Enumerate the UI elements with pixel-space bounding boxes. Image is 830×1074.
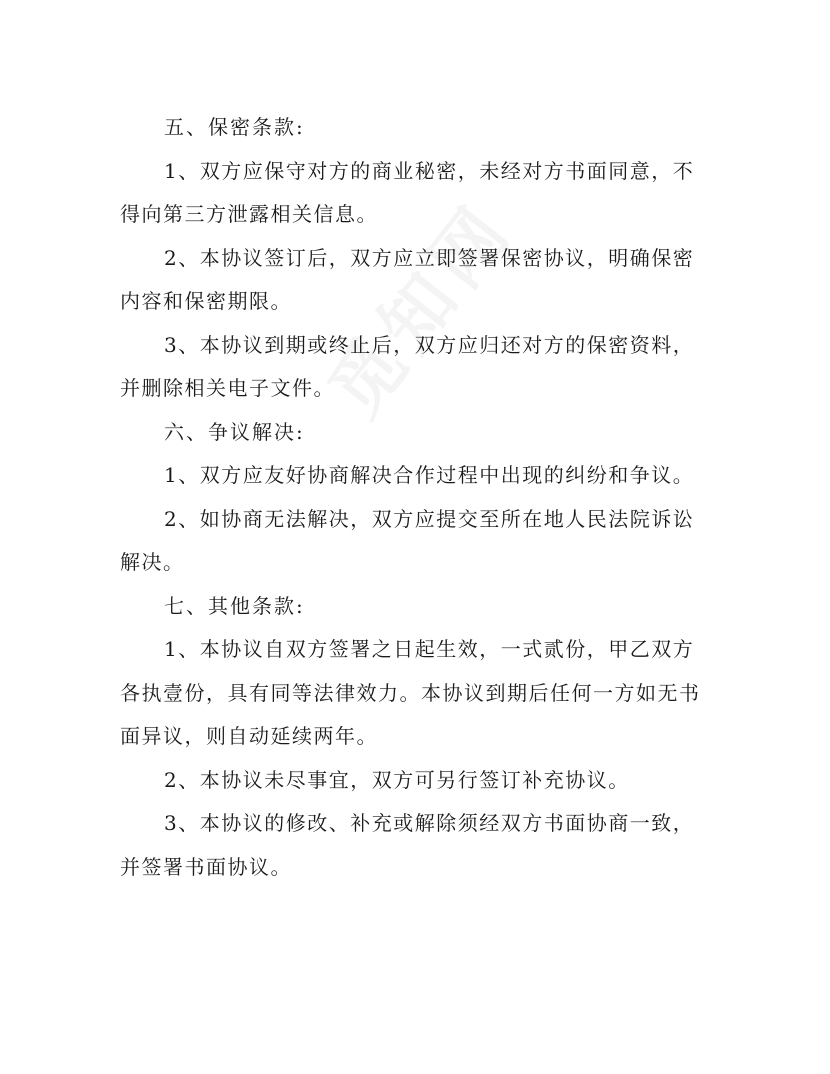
clause-paragraph: 3、本协议到期或终止后，双方应归还对方的保密资料，并删除相关电子文件。: [120, 332, 695, 400]
clause-paragraph: 1、双方应友好协商解决合作过程中出现的纠纷和争议。: [164, 463, 695, 487]
clause-paragraph: 2、如协商无法解决，双方应提交至所在地人民法院诉讼解决。: [120, 506, 695, 574]
section-heading: 七、其他条款:: [164, 593, 305, 618]
document-body: [120, 106, 705, 889]
section-heading: 五、保密条款:: [164, 115, 305, 139]
clause-paragraph: 1、双方应保守对方的商业秘密，未经对方书面同意，不得向第三方泄露相关信息。: [120, 158, 695, 226]
clause-paragraph: 2、本协议未尽事宜，双方可另行签订补充协议。: [164, 767, 630, 792]
clause-paragraph: 2、本协议签订后，双方应立即签署保密协议，明确保密内容和保密期限。: [120, 245, 695, 313]
section-heading: 六、争议解决:: [164, 419, 305, 444]
clause-paragraph: 3、本协议的修改、补充或解除须经双方书面协商一致，并签署书面协议。: [120, 811, 695, 879]
clause-paragraph: 1、本协议自双方签署之日起生效，一式贰份，甲乙双方各执壹份，具有同等法律效力。本协议到期后任何一方如无书面异议，则自动延续两年。: [120, 637, 701, 748]
